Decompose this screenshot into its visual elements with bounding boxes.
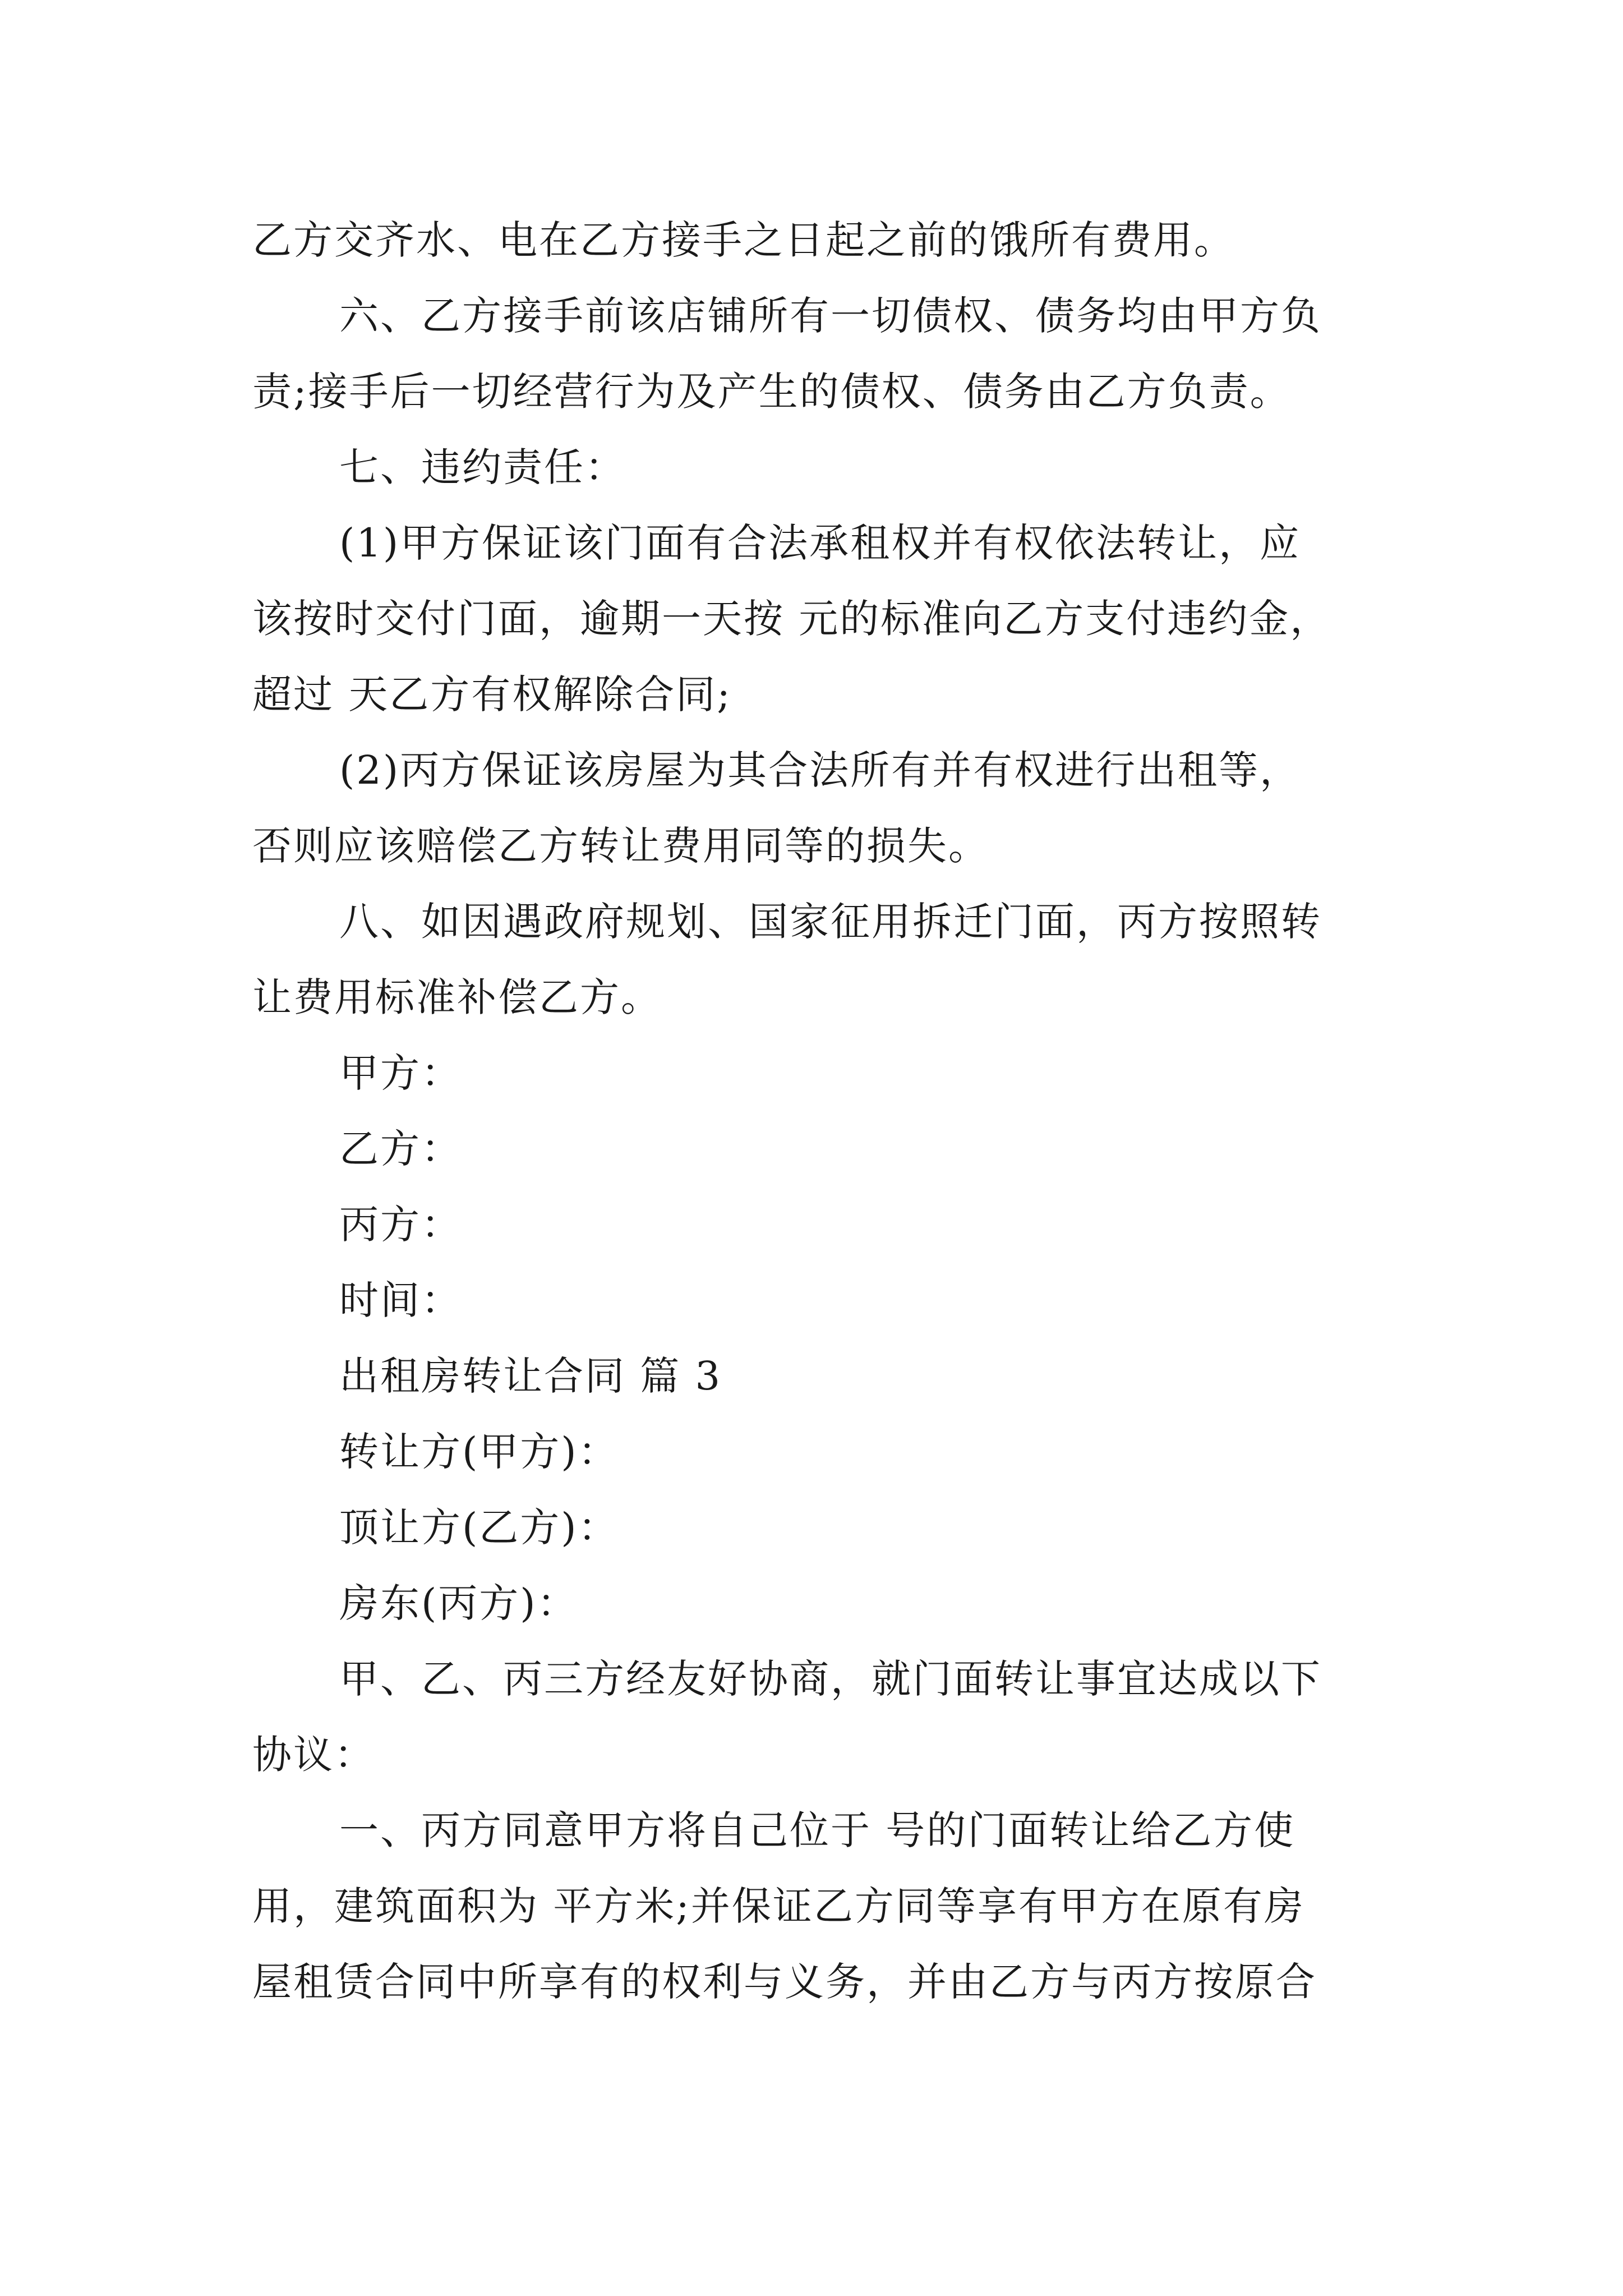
text-line: 超过 天乙方有权解除合同; [252, 671, 732, 717]
text-line: 让费用标准补偿乙方。 [252, 974, 662, 1020]
party-label: 房东(丙方)： [339, 1580, 578, 1626]
text-line: (2)丙方保证该房屋为其合法所有并有权进行出租等， [339, 747, 1301, 793]
signature-label: 甲方： [339, 1050, 462, 1096]
text-line: 乙方交齐水、电在乙方接手之日起之前的饿所有费用。 [252, 217, 1235, 263]
text-line: 该按时交付门面，逾期一天按 元的标准向乙方支付违约金， [252, 596, 1331, 642]
text-line: (1)甲方保证该门面有合法承租权并有权依法转让，应 [339, 520, 1301, 566]
text-line: 六、乙方接手前该店铺所有一切债权、债务均由甲方负 [339, 293, 1322, 339]
party-label: 转让方(甲方)： [339, 1429, 619, 1475]
text-line: 一、丙方同意甲方将自己位于 号的门面转让给乙方使 [339, 1807, 1295, 1853]
text-line: 屋租赁合同中所享有的权利与义务，并由乙方与丙方按原合 [252, 1959, 1317, 2005]
text-line: 用，建筑面积为 平方米;并保证乙方同等享有甲方在原有房 [252, 1883, 1305, 1929]
text-line: 八、如因遇政府规划、国家征用拆迁门面，丙方按照转 [339, 899, 1322, 945]
text-line: 甲、乙、丙三方经友好协商，就门面转让事宜达成以下 [339, 1656, 1322, 1702]
section-heading: 出租房转让合同 篇 3 [339, 1353, 722, 1399]
signature-label: 丙方： [339, 1202, 462, 1248]
signature-label: 乙方： [339, 1126, 462, 1172]
text-line: 协议： [252, 1732, 375, 1778]
text-line: 否则应该赔偿乙方转让费用同等的损失。 [252, 823, 989, 869]
party-label: 顶让方(乙方)： [339, 1504, 619, 1550]
signature-label: 时间： [339, 1277, 462, 1323]
text-line: 责;接手后一切经营行为及产生的债权、债务由乙方负责。 [252, 369, 1291, 415]
text-line: 七、违约责任： [339, 444, 626, 490]
